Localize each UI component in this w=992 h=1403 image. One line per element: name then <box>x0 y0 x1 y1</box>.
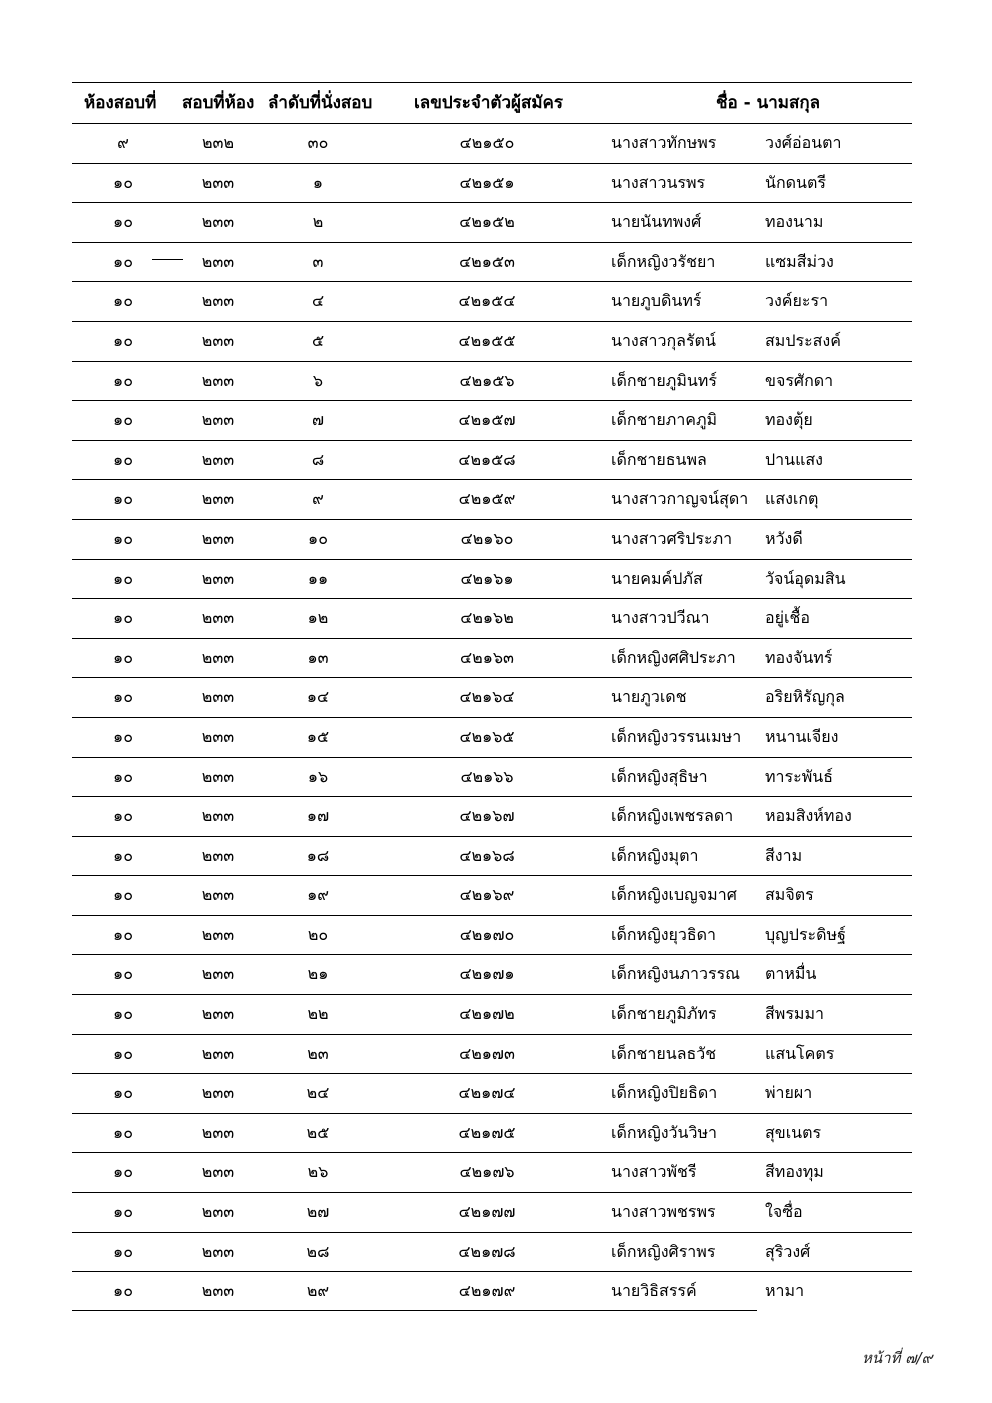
header-exam-room: สอบที่ห้อง <box>182 93 255 113</box>
table-row <box>72 1233 912 1273</box>
exam-room-cell: ๒๓๓ <box>201 568 235 588</box>
first-name-cell: เด็กชายภูมิภัทร <box>611 1004 717 1024</box>
last-name-cell: วงค์ยะรา <box>765 291 829 311</box>
last-name-cell: แซมสีม่วง <box>765 251 834 271</box>
applicant-id-cell: ๔๒๑๗๔ <box>458 1083 516 1103</box>
room-cell: ๑๐ <box>113 370 133 390</box>
table-header <box>72 82 912 124</box>
table-row <box>72 955 912 995</box>
exam-room-cell: ๒๓๓ <box>201 687 235 707</box>
exam-room-cell: ๒๓๓ <box>201 608 235 628</box>
exam-room-cell: ๒๓๓ <box>201 449 235 469</box>
table-row <box>72 876 912 916</box>
applicant-id-cell: ๔๒๑๖๕ <box>459 726 515 746</box>
first-name-cell: เด็กหญิงวันวิษา <box>611 1122 717 1142</box>
room-cell: ๑๐ <box>113 1281 133 1301</box>
header-seat: ลำดับที่นั่งสอบ <box>268 93 373 113</box>
last-name-cell: บุญประดิษฐ์ <box>765 924 846 944</box>
last-name-cell: สมประสงค์ <box>765 330 841 350</box>
first-name-cell: เด็กชายภาคภูมิ <box>611 410 718 430</box>
seat-cell: ๑๐ <box>308 528 328 548</box>
applicant-id-cell: ๔๒๑๗๐ <box>459 924 515 944</box>
first-name-cell: นางสาวทักษพร <box>611 133 717 152</box>
last-name-cell: อริยหิรัญกุล <box>765 687 845 707</box>
room-cell: ๑๐ <box>113 1162 133 1182</box>
last-name-cell: สีงาม <box>765 845 803 865</box>
exam-room-cell: ๒๓๓ <box>201 1202 235 1222</box>
applicant-id-cell: ๔๒๑๕๕ <box>458 330 516 350</box>
seat-cell: ๒ <box>312 212 324 232</box>
table-row <box>72 718 912 758</box>
first-name-cell: เด็กหญิงเบญจมาศ <box>611 885 737 905</box>
room-cell: ๑๐ <box>113 1241 133 1261</box>
last-name-cell: หวังดี <box>765 528 803 548</box>
stray-dash-line <box>152 259 183 260</box>
first-name-cell: เด็กหญิงมุตา <box>611 845 699 865</box>
exam-room-cell: ๒๓๓ <box>201 964 235 984</box>
room-cell: ๑๐ <box>113 766 133 786</box>
exam-room-cell: ๒๓๓ <box>201 647 235 667</box>
last-name-cell: ทองตุ้ย <box>765 410 813 430</box>
room-cell: ๑๐ <box>113 251 133 271</box>
seat-cell: ๑๒ <box>307 608 329 628</box>
applicant-id-cell: ๔๒๑๕๓ <box>459 251 515 271</box>
exam-room-cell: ๒๓๓ <box>201 885 235 905</box>
room-cell: ๑๐ <box>113 687 133 707</box>
room-cell: ๑๐ <box>113 608 133 628</box>
table-row <box>72 401 912 441</box>
first-name-cell: เด็กหญิงเพชรลดา <box>611 806 734 826</box>
table-row <box>72 1153 912 1193</box>
seat-cell: ๙ <box>312 489 324 509</box>
last-name-cell: สีทองทุม <box>765 1162 824 1182</box>
applicant-id-cell: ๔๒๑๖๘ <box>459 845 515 865</box>
exam-room-cell: ๒๓๓ <box>201 1281 235 1301</box>
seat-cell: ๒๓ <box>307 1043 329 1063</box>
applicant-id-cell: ๔๒๑๖๗ <box>459 806 515 826</box>
applicant-id-cell: ๔๒๑๕๘ <box>458 449 516 469</box>
room-cell: ๑๐ <box>113 1202 133 1222</box>
seat-cell: ๒๔ <box>306 1083 330 1103</box>
last-name-cell: ใจซื่อ <box>765 1202 803 1222</box>
seat-cell: ๒๘ <box>306 1241 330 1261</box>
last-name-cell: นักดนตรี <box>765 172 826 192</box>
last-name-cell: ปานแสง <box>765 449 823 469</box>
exam-room-cell: ๒๓๓ <box>201 251 235 271</box>
table-row <box>72 995 912 1035</box>
exam-room-cell: ๒๓๓ <box>201 766 235 786</box>
applicant-id-cell: ๔๒๑๗๖ <box>459 1162 515 1182</box>
seating-table <box>72 82 912 1312</box>
exam-room-cell: ๒๓๓ <box>201 726 235 746</box>
first-name-cell: เด็กหญิงปิยธิดา <box>611 1083 718 1103</box>
applicant-id-cell: ๔๒๑๖๖ <box>460 766 514 786</box>
exam-room-cell: ๒๓๓ <box>201 410 235 430</box>
last-name-cell: สีพรมมา <box>765 1004 824 1024</box>
applicant-id-cell: ๔๒๑๗๓ <box>459 1043 515 1063</box>
table-row <box>72 1272 912 1312</box>
seat-cell: ๑๖ <box>307 766 329 786</box>
table-row <box>72 837 912 877</box>
last-name-cell: วงศ์อ่อนตา <box>765 133 842 152</box>
last-name-cell: หอมสิงห์ทอง <box>765 806 852 826</box>
exam-room-cell: ๒๓๓ <box>201 1241 235 1261</box>
applicant-id-cell: ๔๒๑๖๐ <box>460 528 514 548</box>
first-name-cell: นายวิธิสรรค์ <box>611 1281 697 1301</box>
room-cell: ๑๐ <box>113 410 133 430</box>
exam-room-cell: ๒๓๓ <box>201 330 235 350</box>
room-cell: ๑๐ <box>113 568 133 588</box>
seat-cell: ๒๙ <box>306 1281 330 1301</box>
seat-cell: ๑ <box>312 172 324 192</box>
applicant-id-cell: ๔๒๑๕๒ <box>459 212 515 232</box>
table-row <box>72 599 912 639</box>
seat-cell: ๑๘ <box>306 845 330 865</box>
room-cell: ๑๐ <box>113 330 133 350</box>
last-name-cell: สมจิตร <box>765 885 814 905</box>
seat-cell: ๕ <box>311 330 325 350</box>
room-cell: ๑๐ <box>113 528 133 548</box>
exam-room-cell: ๒๓๓ <box>201 1122 235 1142</box>
applicant-id-cell: ๔๒๑๖๒ <box>460 608 514 628</box>
exam-room-cell: ๒๓๓ <box>201 212 235 232</box>
last-name-cell: อยู่เชื้อ <box>765 608 810 628</box>
table-body <box>72 124 912 1312</box>
first-name-cell: เด็กชายธนพล <box>611 449 707 469</box>
applicant-id-cell: ๔๒๑๗๑ <box>459 964 515 984</box>
first-name-cell: นางสาวนรพร <box>611 172 706 192</box>
exam-room-cell: ๒๓๓ <box>201 1043 235 1063</box>
room-cell: ๑๐ <box>113 212 133 232</box>
room-cell: ๑๐ <box>113 964 133 984</box>
last-name-cell: แสนโคตร <box>765 1043 835 1063</box>
header-room: ห้องสอบที่ <box>84 93 157 113</box>
first-name-cell: เด็กชายนลธวัช <box>611 1043 717 1063</box>
exam-room-cell: ๒๓๓ <box>201 1083 235 1103</box>
first-name-cell: นายนันทพงศ์ <box>611 212 702 232</box>
seat-cell: ๑๔ <box>306 687 330 707</box>
seat-cell: ๗ <box>311 410 325 430</box>
seat-cell: ๑๓ <box>307 647 329 667</box>
last-name-cell: วัจน์อุดมสิน <box>765 568 846 588</box>
seat-cell: ๓ <box>312 251 324 271</box>
page-number: หน้าที่ ๗/๙ <box>862 1349 933 1367</box>
applicant-id-cell: ๔๒๑๗๗ <box>458 1202 516 1222</box>
applicant-id-cell: ๔๒๑๕๑ <box>459 172 515 192</box>
exam-room-cell: ๒๓๓ <box>201 1004 235 1024</box>
exam-room-cell: ๒๓๓ <box>201 528 235 548</box>
exam-room-cell: ๒๓๓ <box>201 1162 235 1182</box>
first-name-cell: นางสาวศริประภา <box>611 528 733 548</box>
first-name-cell: เด็กหญิงศิราพร <box>611 1241 716 1261</box>
last-name-cell: ทองนาม <box>765 212 824 232</box>
last-name-cell: พ่ายผา <box>765 1083 813 1103</box>
room-cell: ๑๐ <box>113 924 133 944</box>
first-name-cell: เด็กชายภูมินทร์ <box>611 370 717 390</box>
last-name-cell: หนานเจียง <box>765 726 839 746</box>
room-cell: ๑๐ <box>113 291 133 311</box>
seat-cell: ๓๐ <box>307 133 329 152</box>
first-name-cell: เด็กหญิงนภาวรรณ <box>611 964 741 984</box>
table-row <box>72 797 912 837</box>
room-cell: ๑๐ <box>113 647 133 667</box>
table-row <box>72 560 912 600</box>
room-cell: ๑๐ <box>113 1043 133 1063</box>
last-name-cell: ทองจันทร์ <box>765 647 833 667</box>
room-cell: ๑๐ <box>113 1004 133 1024</box>
exam-room-cell: ๒๓๓ <box>201 924 235 944</box>
room-cell: ๑๐ <box>113 1083 133 1103</box>
room-cell: ๙ <box>117 133 129 152</box>
seat-cell: ๑๑ <box>307 568 329 588</box>
table-row <box>72 243 912 283</box>
table-row <box>72 282 912 322</box>
exam-room-cell: ๒๓๓ <box>201 806 235 826</box>
table-row <box>72 1035 912 1075</box>
first-name-cell: นายภูวเดช <box>611 687 687 707</box>
table-bottom-line <box>72 1310 757 1311</box>
header-name: ชื่อ - นามสกุล <box>716 93 821 113</box>
table-row <box>72 758 912 798</box>
first-name-cell: นางสาวพชรพร <box>611 1202 716 1222</box>
last-name-cell: สุริวงศ์ <box>765 1241 811 1261</box>
applicant-id-cell: ๔๒๑๖๑ <box>460 568 514 588</box>
table-row <box>72 480 912 520</box>
table-row <box>72 520 912 560</box>
applicant-id-cell: ๔๒๑๗๘ <box>458 1241 516 1261</box>
last-name-cell: แสงเกตุ <box>765 489 819 509</box>
room-cell: ๑๐ <box>113 1122 133 1142</box>
room-cell: ๑๐ <box>113 885 133 905</box>
header-applicant-id: เลขประจำตัวผู้สมัคร <box>414 93 564 113</box>
table-row <box>72 1193 912 1233</box>
table-row <box>72 1114 912 1154</box>
last-name-cell: ตาหมื่น <box>765 964 817 984</box>
applicant-id-cell: ๔๒๑๖๓ <box>460 647 514 667</box>
first-name-cell: เด็กหญิงยุวธิดา <box>611 924 717 944</box>
first-name-cell: เด็กหญิงวรรนเมษา <box>611 726 742 746</box>
seat-cell: ๒๑ <box>307 964 329 984</box>
applicant-id-cell: ๔๒๑๗๒ <box>459 1004 515 1024</box>
exam-room-cell: ๒๓๒ <box>201 133 235 152</box>
room-cell: ๑๐ <box>113 726 133 746</box>
applicant-id-cell: ๔๒๑๕๐ <box>459 133 515 152</box>
seat-cell: ๒๐ <box>307 924 329 944</box>
room-cell: ๑๐ <box>113 172 133 192</box>
exam-room-cell: ๒๓๓ <box>201 489 235 509</box>
table-row <box>72 678 912 718</box>
seat-cell: ๖ <box>312 370 324 390</box>
seat-cell: ๑๕ <box>306 726 330 746</box>
first-name-cell: นางสาวกาญจน์สุดา <box>611 489 749 509</box>
applicant-id-cell: ๔๒๑๗๕ <box>458 1122 516 1142</box>
first-name-cell: เด็กหญิงศศิประภา <box>611 647 736 667</box>
exam-room-cell: ๒๓๓ <box>201 370 235 390</box>
last-name-cell: สุขเนตร <box>765 1122 822 1142</box>
applicant-id-cell: ๔๒๑๕๗ <box>458 410 516 430</box>
table-row <box>72 164 912 204</box>
exam-room-cell: ๒๓๓ <box>201 172 235 192</box>
last-name-cell: ขจรศักดา <box>765 370 834 390</box>
seat-cell: ๑๙ <box>307 885 329 905</box>
seat-cell: ๘ <box>311 449 325 469</box>
applicant-id-cell: ๔๒๑๗๙ <box>458 1281 516 1301</box>
last-name-cell: หามา <box>765 1281 805 1301</box>
room-cell: ๑๐ <box>113 449 133 469</box>
seat-cell: ๒๕ <box>306 1122 330 1142</box>
last-name-cell: ทาระพันธ์ <box>765 766 833 786</box>
seat-cell: ๑๗ <box>306 806 330 826</box>
first-name-cell: เด็กหญิงสุธิษา <box>611 766 708 786</box>
first-name-cell: นางสาวกุลรัตน์ <box>611 330 716 350</box>
room-cell: ๑๐ <box>113 806 133 826</box>
exam-room-cell: ๒๓๓ <box>201 291 235 311</box>
first-name-cell: เด็กหญิงวรัชยา <box>611 251 716 271</box>
applicant-id-cell: ๔๒๑๕๔ <box>458 291 516 311</box>
applicant-id-cell: ๔๒๑๕๙ <box>458 489 516 509</box>
room-cell: ๑๐ <box>113 489 133 509</box>
table-row <box>72 1074 912 1114</box>
first-name-cell: นางสาวพัชรี <box>611 1162 697 1182</box>
table-row <box>72 916 912 956</box>
table-row <box>72 322 912 362</box>
applicant-id-cell: ๔๒๑๖๙ <box>459 885 515 905</box>
first-name-cell: นางสาวปวีณา <box>611 608 710 628</box>
table-row <box>72 362 912 402</box>
table-row <box>72 639 912 679</box>
seat-cell: ๔ <box>311 291 325 311</box>
table-row <box>72 203 912 243</box>
applicant-id-cell: ๔๒๑๖๔ <box>459 687 515 707</box>
table-row <box>72 124 912 164</box>
first-name-cell: นายคมค์ปภัส <box>611 568 703 588</box>
seat-cell: ๒๗ <box>306 1202 330 1222</box>
first-name-cell: นายภูบดินทร์ <box>611 291 702 311</box>
exam-room-cell: ๒๓๓ <box>201 845 235 865</box>
room-cell: ๑๐ <box>113 845 133 865</box>
table-row <box>72 441 912 481</box>
seat-cell: ๒๒ <box>307 1004 329 1024</box>
applicant-id-cell: ๔๒๑๕๖ <box>459 370 515 390</box>
seat-cell: ๒๖ <box>307 1162 329 1182</box>
